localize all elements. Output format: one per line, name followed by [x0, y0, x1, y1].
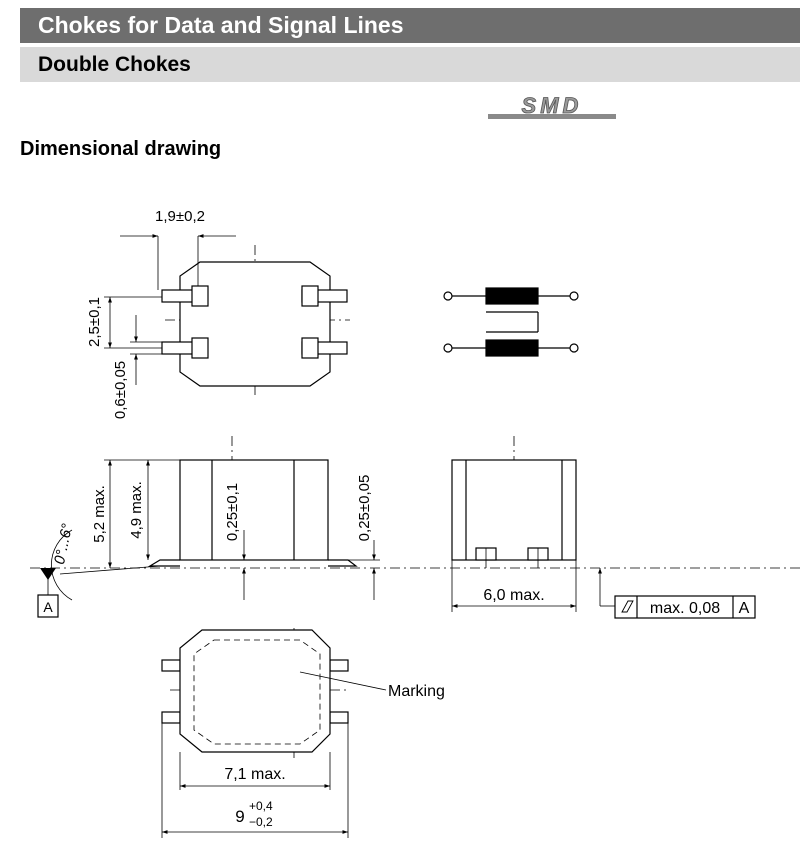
dim-height-max: 5,2 max.	[91, 485, 108, 543]
dim-pin-width: 0,6±0,05	[112, 360, 129, 420]
dim-overall-tol-plus: +0,4	[249, 799, 273, 813]
top-view	[104, 236, 350, 398]
dim-overall-length: 9	[235, 807, 245, 826]
bottom-view	[162, 628, 386, 838]
schematic-symbol	[444, 288, 578, 356]
dim-length-max: 7,1 max.	[224, 766, 286, 783]
dim-angle: 0°...6°	[51, 522, 77, 566]
page-subtitle: Double Chokes	[20, 47, 800, 82]
page-title: Chokes for Data and Signal Lines	[20, 8, 800, 43]
section-title: Dimensional drawing	[20, 138, 222, 160]
flatness-value: max. 0,08	[649, 600, 721, 617]
dim-standoff-center: 0,25±0,1	[224, 482, 241, 542]
datum-label: A	[43, 599, 53, 615]
marking-label: Marking	[388, 683, 445, 700]
dim-width-max: 6,0 max.	[483, 587, 545, 604]
dim-pin-pitch: 1,9±0,2	[155, 208, 205, 225]
side-view	[30, 436, 800, 617]
smd-logo-text: SMD	[521, 94, 583, 118]
dim-standoff-side: 0,25±0,05	[356, 474, 373, 542]
dim-body-height: 4,9 max.	[128, 481, 145, 539]
dim-overall-tol-minus: −0,2	[249, 815, 273, 829]
dim-row-spacing: 2,5±0,1	[86, 297, 103, 347]
flatness-datum: A	[738, 600, 750, 617]
